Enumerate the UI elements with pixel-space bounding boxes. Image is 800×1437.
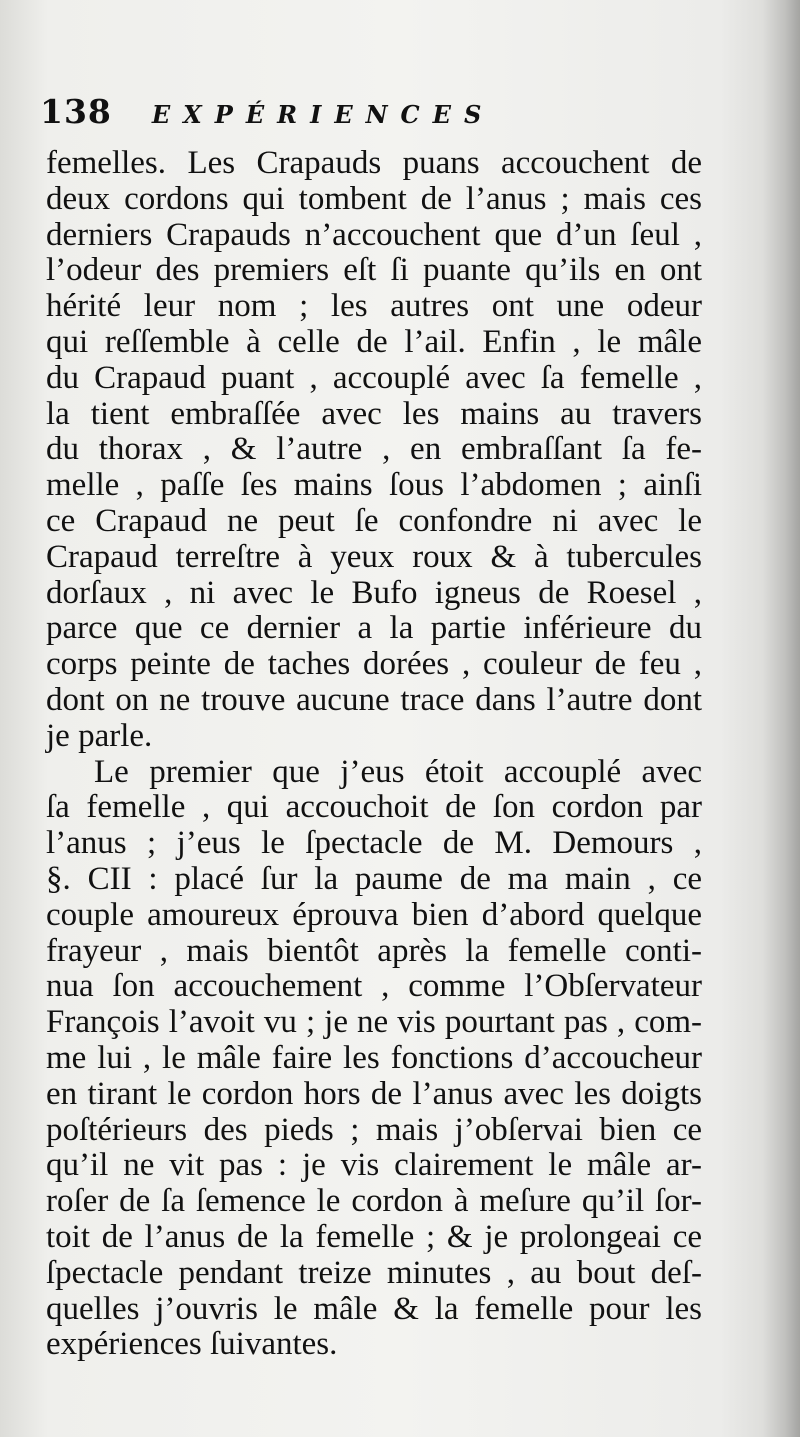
- text-line: melle , paſſe ſes mains ſous l’abdomen ; ainſi: [46, 467, 702, 504]
- text-line: Le premier que j’eus étoit accouplé avec: [94, 753, 702, 790]
- text-line: dorſaux , ni avec le Bufo igneus de Roesel ,: [46, 574, 702, 611]
- text-line: en tirant le cordon hors de l’anus avec les doigts: [46, 1075, 702, 1112]
- text-line: couple amoureux éprouva bien d’abord quelque: [46, 896, 702, 933]
- text-line: Crapaud terreſtre à yeux roux & à tubercules: [46, 538, 702, 575]
- text-line: quelles j’ouvris le mâle & la femelle pour les: [46, 1290, 702, 1327]
- text-line: frayeur , mais bientôt après la femelle conti-: [46, 932, 702, 969]
- text-line: nua ſon accouchement , comme l’Obſervateur: [46, 968, 702, 1005]
- text-line: roſer de ſa ſemence le cordon à meſure qu’il ſor-: [46, 1183, 702, 1220]
- page-number: 138: [40, 92, 112, 131]
- running-head: EXPÉRIENCES: [151, 100, 495, 129]
- body-text: [46, 146, 702, 1363]
- text-line: deux cordons qui tombent de l’anus ; mais ces: [46, 180, 702, 217]
- text-line: ſpectacle pendant treize minutes , au bout deſ-: [46, 1254, 702, 1291]
- text-line: hérité leur nom ; les autres ont une odeur: [46, 288, 702, 325]
- text-line: qu’il ne vit pas : je vis clairement le mâle ar-: [46, 1147, 702, 1184]
- text-line: femelles. Les Crapauds puans accouchent de: [46, 145, 702, 181]
- page-header: [40, 92, 600, 134]
- text-line: dont on ne trouve aucune trace dans l’autre dont: [46, 681, 702, 718]
- text-line: l’odeur des premiers eſt ſi puante qu’ils en ont: [46, 252, 702, 289]
- text-line: du thorax , & l’autre , en embraſſant ſa fe-: [46, 431, 702, 468]
- text-line: je parle.: [46, 717, 153, 754]
- text-line: ſa femelle , qui accouchoit de ſon cordon par: [46, 789, 702, 826]
- text-line: du Crapaud puant , accouplé avec ſa femelle ,: [46, 359, 702, 396]
- text-line: expériences ſuivantes.: [46, 1326, 338, 1363]
- text-line: François l’avoit vu ; je ne vis pourtant pas , com-: [46, 1004, 702, 1041]
- text-line: l’anus ; j’eus le ſpectacle de M. Demours ,: [46, 825, 702, 862]
- text-line: la tient embraſſée avec les mains au travers: [46, 395, 702, 432]
- text-line: §. CII : placé ſur la paume de ma main , ce: [46, 860, 702, 897]
- page-gutter-shadow: [762, 0, 800, 1437]
- text-line: poſtérieurs des pieds ; mais j’obſervai bien ce: [46, 1111, 702, 1148]
- text-line: qui reſſemble à celle de l’ail. Enfin , le mâle: [46, 323, 702, 360]
- text-line: me lui , le mâle faire les fonctions d’accoucheur: [46, 1039, 702, 1076]
- text-line: ce Crapaud ne peut ſe confondre ni avec le: [46, 502, 702, 539]
- text-line: corps peinte de taches dorées , couleur de feu ,: [46, 646, 702, 683]
- text-line: parce que ce dernier a la partie inférieure du: [46, 610, 702, 647]
- text-line: derniers Crapauds n’accouchent que d’un ſeul ,: [46, 216, 702, 253]
- text-line: toit de l’anus de la femelle ; & je prolongeai ce: [46, 1218, 702, 1255]
